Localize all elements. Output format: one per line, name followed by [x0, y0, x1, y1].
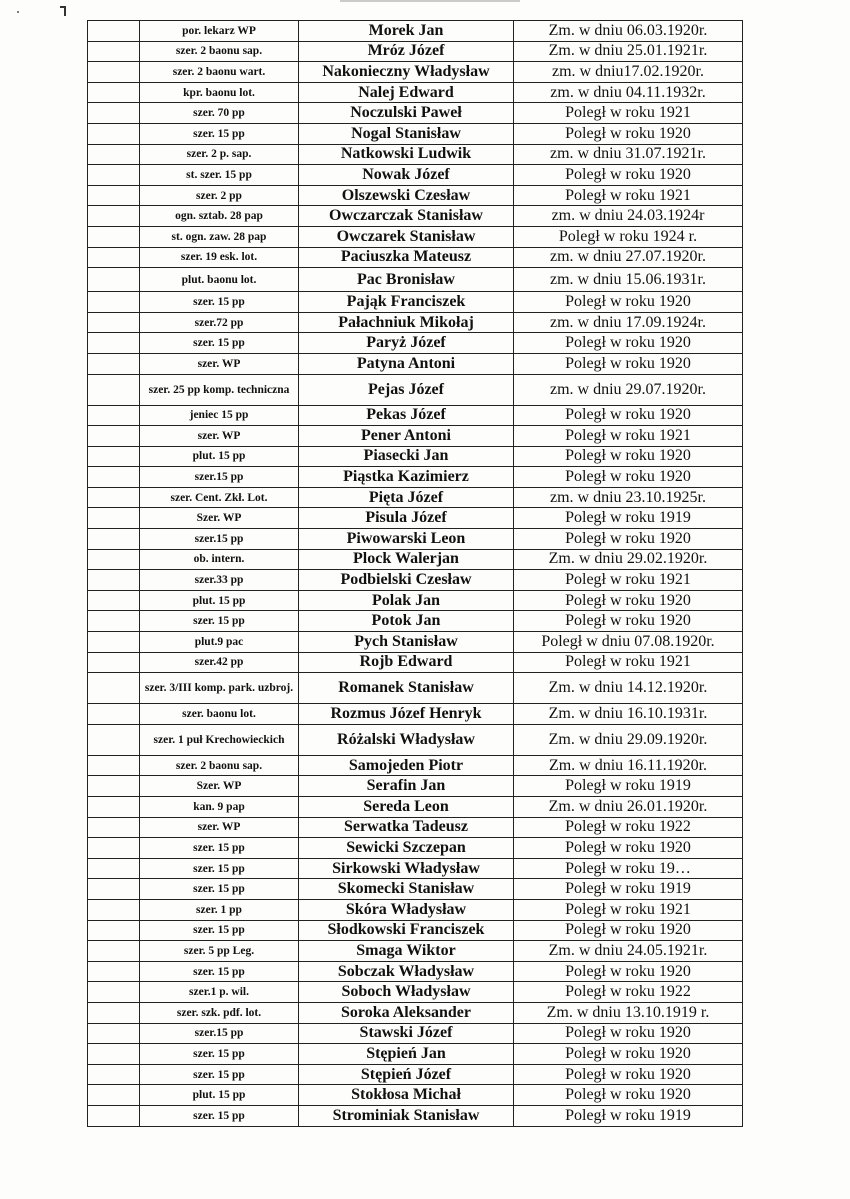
number-cell — [88, 817, 140, 838]
status-cell: Poległ w roku 1921 — [514, 185, 743, 206]
rank-cell: plut. 15 pp — [140, 1085, 299, 1106]
rank-cell: szer. 15 pp — [140, 611, 299, 632]
number-cell — [88, 982, 140, 1003]
status-cell: Poległ w roku 1921 — [514, 570, 743, 591]
number-cell — [88, 673, 140, 704]
name-cell: Różalski Władysław — [299, 724, 514, 755]
table-row — [88, 467, 743, 488]
rank-cell: Szer. WP — [140, 508, 299, 529]
rank-cell: szer. 2 pp — [140, 185, 299, 206]
number-cell — [88, 123, 140, 144]
name-cell: Rozmus Józef Henryk — [299, 704, 514, 725]
table-row — [88, 405, 743, 426]
table-row — [88, 123, 743, 144]
status-cell: Zm. w dniu 06.03.1920r. — [514, 21, 743, 42]
status-cell: Poległ w roku 1921 — [514, 426, 743, 447]
number-cell — [88, 82, 140, 103]
scan-edge-line — [340, 0, 520, 2]
status-cell: Poległ w dniu 07.08.1920r. — [514, 632, 743, 653]
rank-cell: szer. 2 baonu sap. — [140, 755, 299, 776]
name-cell: Podbielski Czesław — [299, 570, 514, 591]
number-cell — [88, 797, 140, 818]
number-cell — [88, 446, 140, 467]
status-cell: Zm. w dniu 25.01.1921r. — [514, 41, 743, 62]
rank-cell: szer.72 pp — [140, 312, 299, 333]
rank-cell: st. szer. 15 pp — [140, 165, 299, 186]
status-cell: Poległ w roku 1920 — [514, 838, 743, 859]
status-cell: Zm. w dniu 13.10.1919 r. — [514, 1002, 743, 1023]
number-cell — [88, 652, 140, 673]
table-row — [88, 21, 743, 42]
number-cell — [88, 1044, 140, 1065]
status-cell: Poległ w roku 1920 — [514, 292, 743, 313]
status-cell: zm. w dniu 23.10.1925r. — [514, 487, 743, 508]
number-cell — [88, 144, 140, 165]
number-cell — [88, 185, 140, 206]
name-cell: Samojeden Piotr — [299, 755, 514, 776]
number-cell — [88, 41, 140, 62]
table-row — [88, 1064, 743, 1085]
status-cell: Poległ w roku 1920 — [514, 590, 743, 611]
name-cell: Pięta Józef — [299, 487, 514, 508]
status-cell: Poległ w roku 1920 — [514, 446, 743, 467]
casualty-register-table — [87, 20, 743, 1127]
status-cell: Poległ w roku 1921 — [514, 899, 743, 920]
status-cell: Zm. w dniu 16.11.1920r. — [514, 755, 743, 776]
name-cell: Stawski Józef — [299, 1023, 514, 1044]
table-row — [88, 487, 743, 508]
table-row — [88, 776, 743, 797]
table-row — [88, 446, 743, 467]
name-cell: Strominiak Stanisław — [299, 1105, 514, 1126]
status-cell: Poległ w roku 1919 — [514, 508, 743, 529]
name-cell: Nowak Józef — [299, 165, 514, 186]
table-row — [88, 755, 743, 776]
rank-cell: szer. 2 p. sap. — [140, 144, 299, 165]
status-cell: Poległ w roku 1921 — [514, 103, 743, 124]
name-cell: Rojb Edward — [299, 652, 514, 673]
name-cell: Polak Jan — [299, 590, 514, 611]
table-row — [88, 426, 743, 447]
status-cell: zm. w dniu 31.07.1921r. — [514, 144, 743, 165]
name-cell: Piwowarski Leon — [299, 529, 514, 550]
name-cell: Skóra Władysław — [299, 899, 514, 920]
status-cell: Poległ w roku 1924 r. — [514, 226, 743, 247]
number-cell — [88, 549, 140, 570]
rank-cell: szer. 15 pp — [140, 961, 299, 982]
status-cell: Zm. w dniu 16.10.1931r. — [514, 704, 743, 725]
number-cell — [88, 1085, 140, 1106]
rank-cell: szer. 19 esk. lot. — [140, 247, 299, 268]
rank-cell: Szer. WP — [140, 776, 299, 797]
number-cell — [88, 1064, 140, 1085]
table-row — [88, 652, 743, 673]
number-cell — [88, 405, 140, 426]
rank-cell: szer. 25 pp komp. techniczna — [140, 374, 299, 405]
rank-cell: szer. 15 pp — [140, 1064, 299, 1085]
table-row — [88, 529, 743, 550]
number-cell — [88, 529, 140, 550]
scan-artifact-marks — [12, 2, 72, 16]
table-row — [88, 62, 743, 83]
name-cell: Słodkowski Franciszek — [299, 920, 514, 941]
table-row — [88, 1023, 743, 1044]
rank-cell: szer. 15 pp — [140, 858, 299, 879]
number-cell — [88, 21, 140, 42]
status-cell: Zm. w dniu 29.02.1920r. — [514, 549, 743, 570]
name-cell: Pac Bronisław — [299, 268, 514, 292]
rank-cell: szer. 15 pp — [140, 838, 299, 859]
rank-cell: szer. 15 pp — [140, 292, 299, 313]
name-cell: Mróz Józef — [299, 41, 514, 62]
number-cell — [88, 374, 140, 405]
table-row — [88, 1002, 743, 1023]
status-cell: Poległ w roku 1922 — [514, 817, 743, 838]
table-row — [88, 549, 743, 570]
name-cell: Serwatka Tadeusz — [299, 817, 514, 838]
number-cell — [88, 268, 140, 292]
name-cell: Noczulski Paweł — [299, 103, 514, 124]
name-cell: Sobczak Władysław — [299, 961, 514, 982]
number-cell — [88, 704, 140, 725]
table-row — [88, 724, 743, 755]
number-cell — [88, 226, 140, 247]
table-row — [88, 333, 743, 354]
status-cell: Zm. w dniu 14.12.1920r. — [514, 673, 743, 704]
table-row — [88, 1105, 743, 1126]
table-row — [88, 226, 743, 247]
status-cell: Poległ w roku 1922 — [514, 982, 743, 1003]
table-row — [88, 1085, 743, 1106]
rank-cell: szer. baonu lot. — [140, 704, 299, 725]
rank-cell: szer.1 p. wil. — [140, 982, 299, 1003]
number-cell — [88, 487, 140, 508]
table-row — [88, 165, 743, 186]
status-cell: Poległ w roku 1920 — [514, 920, 743, 941]
number-cell — [88, 353, 140, 374]
status-cell: Poległ w roku 1920 — [514, 1085, 743, 1106]
number-cell — [88, 920, 140, 941]
table-row — [88, 185, 743, 206]
name-cell: Serafin Jan — [299, 776, 514, 797]
name-cell: Stępień Jan — [299, 1044, 514, 1065]
name-cell: Paryż Józef — [299, 333, 514, 354]
rank-cell: st. ogn. zaw. 28 pap — [140, 226, 299, 247]
table-row — [88, 268, 743, 292]
rank-cell: jeniec 15 pp — [140, 405, 299, 426]
status-cell: zm. w dniu 04.11.1932r. — [514, 82, 743, 103]
rank-cell: kan. 9 pap — [140, 797, 299, 818]
table-row — [88, 82, 743, 103]
rank-cell: kpr. baonu lot. — [140, 82, 299, 103]
number-cell — [88, 292, 140, 313]
table-row — [88, 982, 743, 1003]
number-cell — [88, 1023, 140, 1044]
name-cell: Stępień Józef — [299, 1064, 514, 1085]
table-row — [88, 41, 743, 62]
name-cell: Pekas Józef — [299, 405, 514, 426]
name-cell: Olszewski Czesław — [299, 185, 514, 206]
number-cell — [88, 590, 140, 611]
table-row — [88, 817, 743, 838]
status-cell: Poległ w roku 1920 — [514, 123, 743, 144]
rank-cell: szer. 5 pp Leg. — [140, 941, 299, 962]
number-cell — [88, 312, 140, 333]
number-cell — [88, 611, 140, 632]
status-cell: Poległ w roku 1920 — [514, 1023, 743, 1044]
rank-cell: szer. 15 pp — [140, 920, 299, 941]
status-cell: zm. w dniu 15.06.1931r. — [514, 268, 743, 292]
table-row — [88, 292, 743, 313]
rank-cell: plut. 15 pp — [140, 590, 299, 611]
status-cell: Poległ w roku 1919 — [514, 1105, 743, 1126]
register-body — [88, 21, 743, 1127]
rank-cell: plut. 15 pp — [140, 446, 299, 467]
name-cell: Pener Antoni — [299, 426, 514, 447]
name-cell: Morek Jan — [299, 21, 514, 42]
rank-cell: szer. 3/III komp. park. uzbroj. — [140, 673, 299, 704]
number-cell — [88, 755, 140, 776]
rank-cell: szer. 15 pp — [140, 879, 299, 900]
table-row — [88, 206, 743, 227]
scan-dot — [17, 11, 19, 13]
number-cell — [88, 467, 140, 488]
table-row — [88, 590, 743, 611]
name-cell: Nakonieczny Władysław — [299, 62, 514, 83]
number-cell — [88, 570, 140, 591]
table-row — [88, 353, 743, 374]
name-cell: Pejas Józef — [299, 374, 514, 405]
number-cell — [88, 632, 140, 653]
number-cell — [88, 838, 140, 859]
rank-cell: por. lekarz WP — [140, 21, 299, 42]
table-row — [88, 1044, 743, 1065]
number-cell — [88, 247, 140, 268]
name-cell: Romanek Stanisław — [299, 673, 514, 704]
rank-cell: szer. 2 baonu wart. — [140, 62, 299, 83]
table-row — [88, 144, 743, 165]
name-cell: Smaga Wiktor — [299, 941, 514, 962]
rank-cell: szer. WP — [140, 426, 299, 447]
number-cell — [88, 899, 140, 920]
rank-cell: szer. 15 pp — [140, 1105, 299, 1126]
status-cell: Poległ w roku 1920 — [514, 529, 743, 550]
rank-cell: szer. 15 pp — [140, 1044, 299, 1065]
status-cell: Poległ w roku 1920 — [514, 405, 743, 426]
table-row — [88, 838, 743, 859]
rank-cell: ogn. sztab. 28 pap — [140, 206, 299, 227]
name-cell: Patyna Antoni — [299, 353, 514, 374]
status-cell: Poległ w roku 1920 — [514, 467, 743, 488]
table-row — [88, 899, 743, 920]
table-row — [88, 247, 743, 268]
status-cell: Zm. w dniu 29.09.1920r. — [514, 724, 743, 755]
name-cell: Nalej Edward — [299, 82, 514, 103]
table-row — [88, 103, 743, 124]
name-cell: Nogal Stanisław — [299, 123, 514, 144]
status-cell: Poległ w roku 1920 — [514, 611, 743, 632]
number-cell — [88, 333, 140, 354]
name-cell: Skomecki Stanisław — [299, 879, 514, 900]
rank-cell: szer. 1 pp — [140, 899, 299, 920]
number-cell — [88, 1105, 140, 1126]
status-cell: Poległ w roku 1921 — [514, 652, 743, 673]
table-row — [88, 611, 743, 632]
status-cell: Poległ w roku 1919 — [514, 879, 743, 900]
number-cell — [88, 165, 140, 186]
name-cell: Pałachniuk Mikołaj — [299, 312, 514, 333]
number-cell — [88, 941, 140, 962]
number-cell — [88, 724, 140, 755]
rank-cell: szer.15 pp — [140, 1023, 299, 1044]
rank-cell: szer. Cent. Zkł. Lot. — [140, 487, 299, 508]
number-cell — [88, 62, 140, 83]
status-cell: Poległ w roku 1920 — [514, 165, 743, 186]
status-cell: Poległ w roku 1920 — [514, 961, 743, 982]
number-cell — [88, 858, 140, 879]
rank-cell: szer. WP — [140, 353, 299, 374]
status-cell: Zm. w dniu 24.05.1921r. — [514, 941, 743, 962]
table-row — [88, 508, 743, 529]
rank-cell: szer. szk. pdf. lot. — [140, 1002, 299, 1023]
table-row — [88, 858, 743, 879]
name-cell: Potok Jan — [299, 611, 514, 632]
name-cell: Plock Walerjan — [299, 549, 514, 570]
rank-cell: ob. intern. — [140, 549, 299, 570]
rank-cell: szer. 15 pp — [140, 123, 299, 144]
table-row — [88, 920, 743, 941]
number-cell — [88, 776, 140, 797]
number-cell — [88, 1002, 140, 1023]
name-cell: Owczarczak Stanisław — [299, 206, 514, 227]
name-cell: Natkowski Ludwik — [299, 144, 514, 165]
rank-cell: szer.33 pp — [140, 570, 299, 591]
number-cell — [88, 206, 140, 227]
rank-cell: szer. WP — [140, 817, 299, 838]
rank-cell: szer.15 pp — [140, 467, 299, 488]
status-cell: zm. w dniu 29.07.1920r. — [514, 374, 743, 405]
rank-cell: szer.42 pp — [140, 652, 299, 673]
table-row — [88, 704, 743, 725]
name-cell: Pisula Józef — [299, 508, 514, 529]
name-cell: Stokłosa Michał — [299, 1085, 514, 1106]
status-cell: zm. w dniu 24.03.1924r — [514, 206, 743, 227]
rank-cell: szer.15 pp — [140, 529, 299, 550]
table-row — [88, 374, 743, 405]
table-row — [88, 632, 743, 653]
rank-cell: szer. 2 baonu sap. — [140, 41, 299, 62]
number-cell — [88, 103, 140, 124]
name-cell: Sereda Leon — [299, 797, 514, 818]
status-cell: Poległ w roku 1920 — [514, 353, 743, 374]
number-cell — [88, 508, 140, 529]
name-cell: Sirkowski Władysław — [299, 858, 514, 879]
table-row — [88, 797, 743, 818]
name-cell: Owczarek Stanisław — [299, 226, 514, 247]
table-row — [88, 570, 743, 591]
name-cell: Pych Stanisław — [299, 632, 514, 653]
rank-cell: szer. 1 puł Krechowieckich — [140, 724, 299, 755]
status-cell: zm. w dniu 17.09.1924r. — [514, 312, 743, 333]
rank-cell: plut.9 pac — [140, 632, 299, 653]
status-cell: Poległ w roku 1920 — [514, 1044, 743, 1065]
name-cell: Sewicki Szczepan — [299, 838, 514, 859]
name-cell: Piasecki Jan — [299, 446, 514, 467]
name-cell: Soroka Aleksander — [299, 1002, 514, 1023]
number-cell — [88, 961, 140, 982]
name-cell: Pająk Franciszek — [299, 292, 514, 313]
status-cell: zm. w dniu17.02.1920r. — [514, 62, 743, 83]
name-cell: Soboch Władysław — [299, 982, 514, 1003]
number-cell — [88, 426, 140, 447]
status-cell: Poległ w roku 1920 — [514, 1064, 743, 1085]
rank-cell: szer. 15 pp — [140, 333, 299, 354]
name-cell: Piąstka Kazimierz — [299, 467, 514, 488]
status-cell: Poległ w roku 19… — [514, 858, 743, 879]
table-row — [88, 312, 743, 333]
scan-tick — [60, 4, 70, 16]
rank-cell: plut. baonu lot. — [140, 268, 299, 292]
status-cell: zm. w dniu 27.07.1920r. — [514, 247, 743, 268]
rank-cell: szer. 70 pp — [140, 103, 299, 124]
status-cell: Poległ w roku 1919 — [514, 776, 743, 797]
name-cell: Paciuszka Mateusz — [299, 247, 514, 268]
number-cell — [88, 879, 140, 900]
table-row — [88, 673, 743, 704]
status-cell: Poległ w roku 1920 — [514, 333, 743, 354]
table-row — [88, 961, 743, 982]
table-row — [88, 941, 743, 962]
table-row — [88, 879, 743, 900]
status-cell: Zm. w dniu 26.01.1920r. — [514, 797, 743, 818]
